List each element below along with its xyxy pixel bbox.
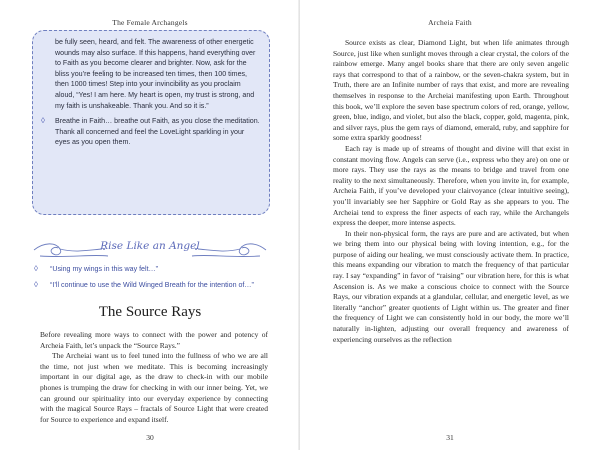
left-running-head: The Female Archangels <box>112 18 188 27</box>
ornament-heading <box>30 236 270 262</box>
left-page-number: 30 <box>146 433 154 442</box>
rise-like-an-angel-title: Rise Like an Angel <box>100 240 200 252</box>
body-paragraph: In their non-physical form, the rays are pure and are activated, but when we bring them into our physical being with loving intention, e.g., for the purpose of aiding our healing, we must consciously activate them. In practice, this means expanding our vibration to match the frequency of that particular ray. I say “expanding” in favor of “raising” our vibration here, for this is what Ascension is. As we make a conscious choice to connect with the Source Rays, our vibration expands at a glandular, cellular, and energetic level, as we literally “anchor” greater quotients of Light within us. The greater and finer the frequency of Light we can consistently hold in our body, the more we’ll naturally in-lighten, adjusting our overall frequency and awareness of experiencing ourselves as the reflection <box>333 228 569 344</box>
diamond-bullet-icon: ◊ <box>41 116 45 126</box>
section-heading: The Source Rays <box>98 304 202 320</box>
left-body-text <box>40 330 268 425</box>
body-paragraph: Source exists as clear, Diamond Light, but when life animates through Source, just like when sunlight moves through a clear crystal, the colors of the rainbow emerge. Many angel books share that there are only seven angelic rays that correspond to that of a rainbow, or the seven-chakra system, but in Truth, there are an Infinite number of rays that exist, and more are revealing themselves in response to the Archeiai manifesting upon Earth. Throughout this book, we’ll explore the seven base spectrum colors of red, orange, yellow, green, blue, indigo, and violet, but also the black, copper, gold, magenta, pink, and silver rays, plus the gem rays of diamond, emerald, ruby, and sapphire for some extra sparkly goodness! <box>333 38 569 143</box>
callout-bullet-item <box>41 116 261 148</box>
body-paragraph: Before revealing more ways to connect with the power and potency of Archeia Faith, let’s unpack the “Source Rays.” <box>40 330 268 350</box>
prompt-text: “Using my wings in this way felt…” <box>50 265 159 273</box>
meditation-callout-box <box>32 30 270 215</box>
prompt-item <box>34 280 270 291</box>
right-page-number: 31 <box>446 433 454 442</box>
journal-prompts <box>34 264 270 295</box>
right-running-head: Archeia Faith <box>428 18 472 27</box>
body-paragraph: The Archeiai want us to feel tuned into the fullness of who we are all the time, not just when we meditate. This is becoming increasingly important in our digital age, as the draw to check-in with our mobile phones is trumping the draw for checking in with our inner being. Yet, we can ground our spirituality into our everyday experience by connecting with the magical Source Rays – fractals of Source Light that were created for Source to experience and expand itself. <box>40 351 268 424</box>
callout-paragraph: be fully seen, heard, and felt. The awareness of other energetic wounds may also surface. If this happens, hand everything over to Faith as you become clearer and brighter. Now, ask for the bliss you’re feeling to be increased ten times, then 100 times, then 1000 times! Step into your invincibility as you proclaim aloud, “Yes! I am here. My heart is open, my trust is strong, and my faith is unshakeable. Thank you. And so it is.” <box>55 38 256 110</box>
diamond-bullet-icon: ◊ <box>34 279 38 289</box>
body-paragraph: Each ray is made up of streams of thought and divine will that exist in constant moving flow. Angels can serve (i.e., express who they are) on one or more rays. They use the rays as the means to bridge and travel from one reality to the next simultaneously. Therefore, when you invite in, for example, Archeia Faith, if you’ve developed your clairvoyance (clear intuitive seeing), you’ll invariably see her Sapphire or Gold Ray as she appears to you. The Archeiai tend to express the finer aspects of each ray, while the Archangels express the deeper, more intense aspects. <box>333 143 569 228</box>
right-body-text <box>333 38 569 345</box>
callout-bullet-text: Breathe in Faith… breathe out Faith, as you close the meditation. Thank all concerned and feel the LoveLight sparkling in your eyes as you open them. <box>55 117 260 147</box>
prompt-item <box>34 264 270 275</box>
diamond-bullet-icon: ◊ <box>34 264 38 273</box>
prompt-text: “I’ll continue to use the Wild Winged Breath for the intention of…” <box>50 280 254 289</box>
right-page <box>300 0 600 450</box>
